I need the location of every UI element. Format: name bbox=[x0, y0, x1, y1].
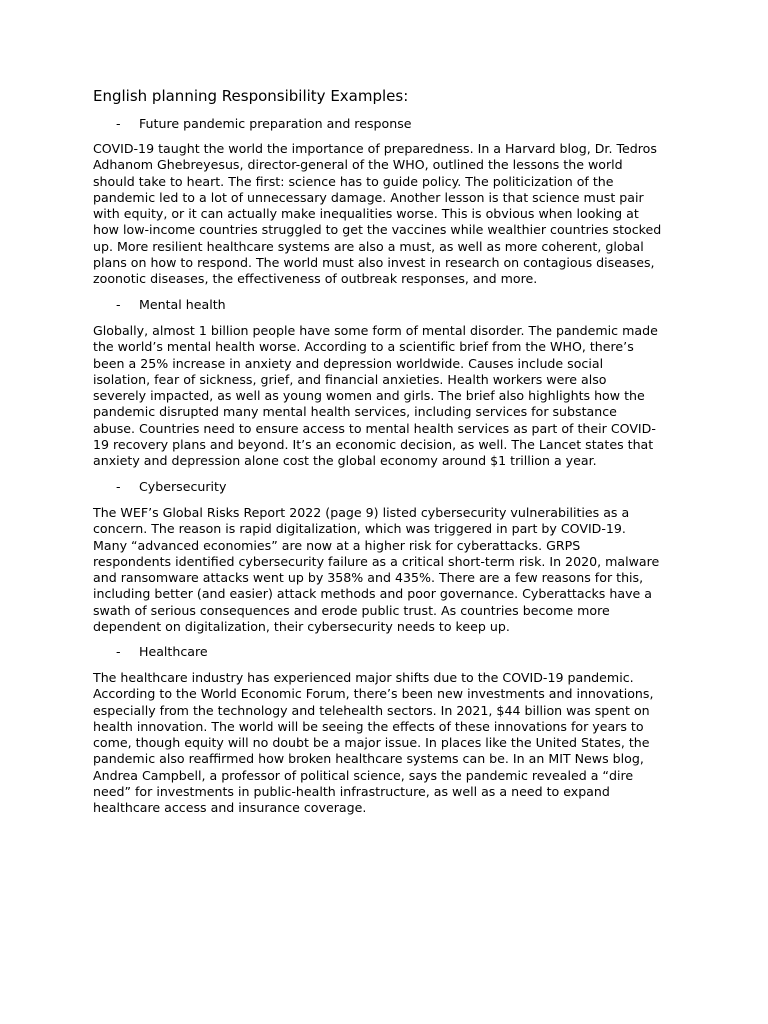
paragraph-line: isolation, fear of sickness, grief, and financial anxieties. Health workers were also bbox=[93, 371, 607, 387]
section-paragraph bbox=[93, 141, 693, 288]
bullet-marker: - bbox=[116, 644, 121, 659]
paragraph-line: especially from the technology and telehealth sectors. In 2021, $44 billion was spent on bbox=[93, 702, 650, 718]
bullet-marker: - bbox=[116, 116, 121, 131]
paragraph-line: respondents identified cybersecurity failure as a critical short-term risk. In 2020, malware bbox=[93, 553, 660, 569]
paragraph-line: abuse. Countries need to ensure access to mental health services as part of their COVID- bbox=[93, 420, 656, 436]
paragraph-line: Adhanom Ghebreyesus, director-general of the WHO, outlined the lessons the world bbox=[93, 157, 623, 173]
section-heading bbox=[116, 644, 208, 660]
paragraph-line: pandemic disrupted many mental health services, including services for substance bbox=[93, 404, 617, 420]
paragraph-line: Many “advanced economies” are now at a higher risk for cyberattacks. GRPS bbox=[93, 537, 581, 553]
section-heading bbox=[116, 479, 226, 495]
bullet-marker: - bbox=[116, 479, 121, 494]
section-paragraph bbox=[93, 670, 693, 817]
paragraph-line: The healthcare industry has experienced major shifts due to the COVID-19 pandemic. bbox=[93, 670, 634, 685]
bullet-marker: - bbox=[116, 297, 121, 312]
paragraph-line: Globally, almost 1 billion people have some form of mental disorder. The pandemic made bbox=[93, 323, 658, 338]
section-heading-text: Cybersecurity bbox=[139, 479, 227, 494]
paragraph-line: up. More resilient healthcare systems are also a must, as well as more coherent, global bbox=[93, 238, 644, 254]
paragraph-line: should take to heart. The first: science has to guide policy. The politicization of the bbox=[93, 173, 614, 189]
section-heading-text: Mental health bbox=[139, 297, 226, 312]
paragraph-line: dependent on digitalization, their cybersecurity needs to keep up. bbox=[93, 619, 510, 635]
section-heading-text: Healthcare bbox=[139, 644, 208, 659]
paragraph-line: and ransomware attacks went up by 358% and 435%. There are a few reasons for this, bbox=[93, 570, 644, 586]
paragraph-line: COVID-19 taught the world the importance of preparedness. In a Harvard blog, Dr. Tedros bbox=[93, 141, 657, 156]
paragraph-line: concern. The reason is rapid digitalization, which was triggered in part by COVID-19. bbox=[93, 521, 626, 537]
section-paragraph bbox=[93, 505, 693, 635]
paragraph-line: need” for investments in public-health infrastructure, as well as a need to expand bbox=[93, 784, 610, 800]
section-heading bbox=[116, 297, 226, 313]
paragraph-line: the world’s mental health worse. According to a scientific brief from the WHO, there’s bbox=[93, 339, 634, 355]
paragraph-line: The WEF’s Global Risks Report 2022 (page 9) listed cybersecurity vulnerabilities as a bbox=[93, 505, 630, 520]
section-heading-text: Future pandemic preparation and response bbox=[139, 116, 412, 131]
paragraph-line: come, though equity will no doubt be a major issue. In places like the United States, the bbox=[93, 735, 650, 751]
paragraph-line: health innovation. The world will be seeing the effects of these innovations for years to bbox=[93, 718, 644, 734]
paragraph-line: Andrea Campbell, a professor of political science, says the pandemic revealed a “dire bbox=[93, 767, 634, 783]
document-title: English planning Responsibility Examples: bbox=[93, 87, 409, 105]
paragraph-line: zoonotic diseases, the effectiveness of outbreak responses, and more. bbox=[93, 271, 538, 287]
paragraph-line: been a 25% increase in anxiety and depression worldwide. Causes include social bbox=[93, 355, 604, 371]
paragraph-line: plans on how to respond. The world must also invest in research on contagious diseases, bbox=[93, 255, 655, 271]
paragraph-line: According to the World Economic Forum, there’s been new investments and innovations, bbox=[93, 686, 654, 702]
paragraph-line: severely impacted, as well as young women and girls. The brief also highlights how the bbox=[93, 388, 645, 404]
paragraph-line: with equity, or it can actually make inequalities worse. This is obvious when looking at bbox=[93, 206, 639, 222]
paragraph-line: healthcare access and insurance coverage. bbox=[93, 800, 367, 816]
paragraph-line: pandemic led to a lot of unnecessary damage. Another lesson is that science must pair bbox=[93, 189, 644, 205]
paragraph-line: including better (and easier) attack methods and poor governance. Cyberattacks have a bbox=[93, 586, 652, 602]
paragraph-line: swath of serious consequences and erode public trust. As countries become more bbox=[93, 602, 610, 618]
section-heading bbox=[116, 116, 412, 132]
section-paragraph bbox=[93, 323, 693, 470]
paragraph-line: 19 recovery plans and beyond. It’s an economic decision, as well. The Lancet states that bbox=[93, 437, 654, 453]
paragraph-line: anxiety and depression alone cost the global economy around $1 trillion a year. bbox=[93, 453, 597, 469]
paragraph-line: pandemic also reaffirmed how broken healthcare systems can be. In an MIT News blog, bbox=[93, 751, 644, 767]
paragraph-line: how low-income countries struggled to get the vaccines while wealthier countries stocked bbox=[93, 222, 662, 238]
